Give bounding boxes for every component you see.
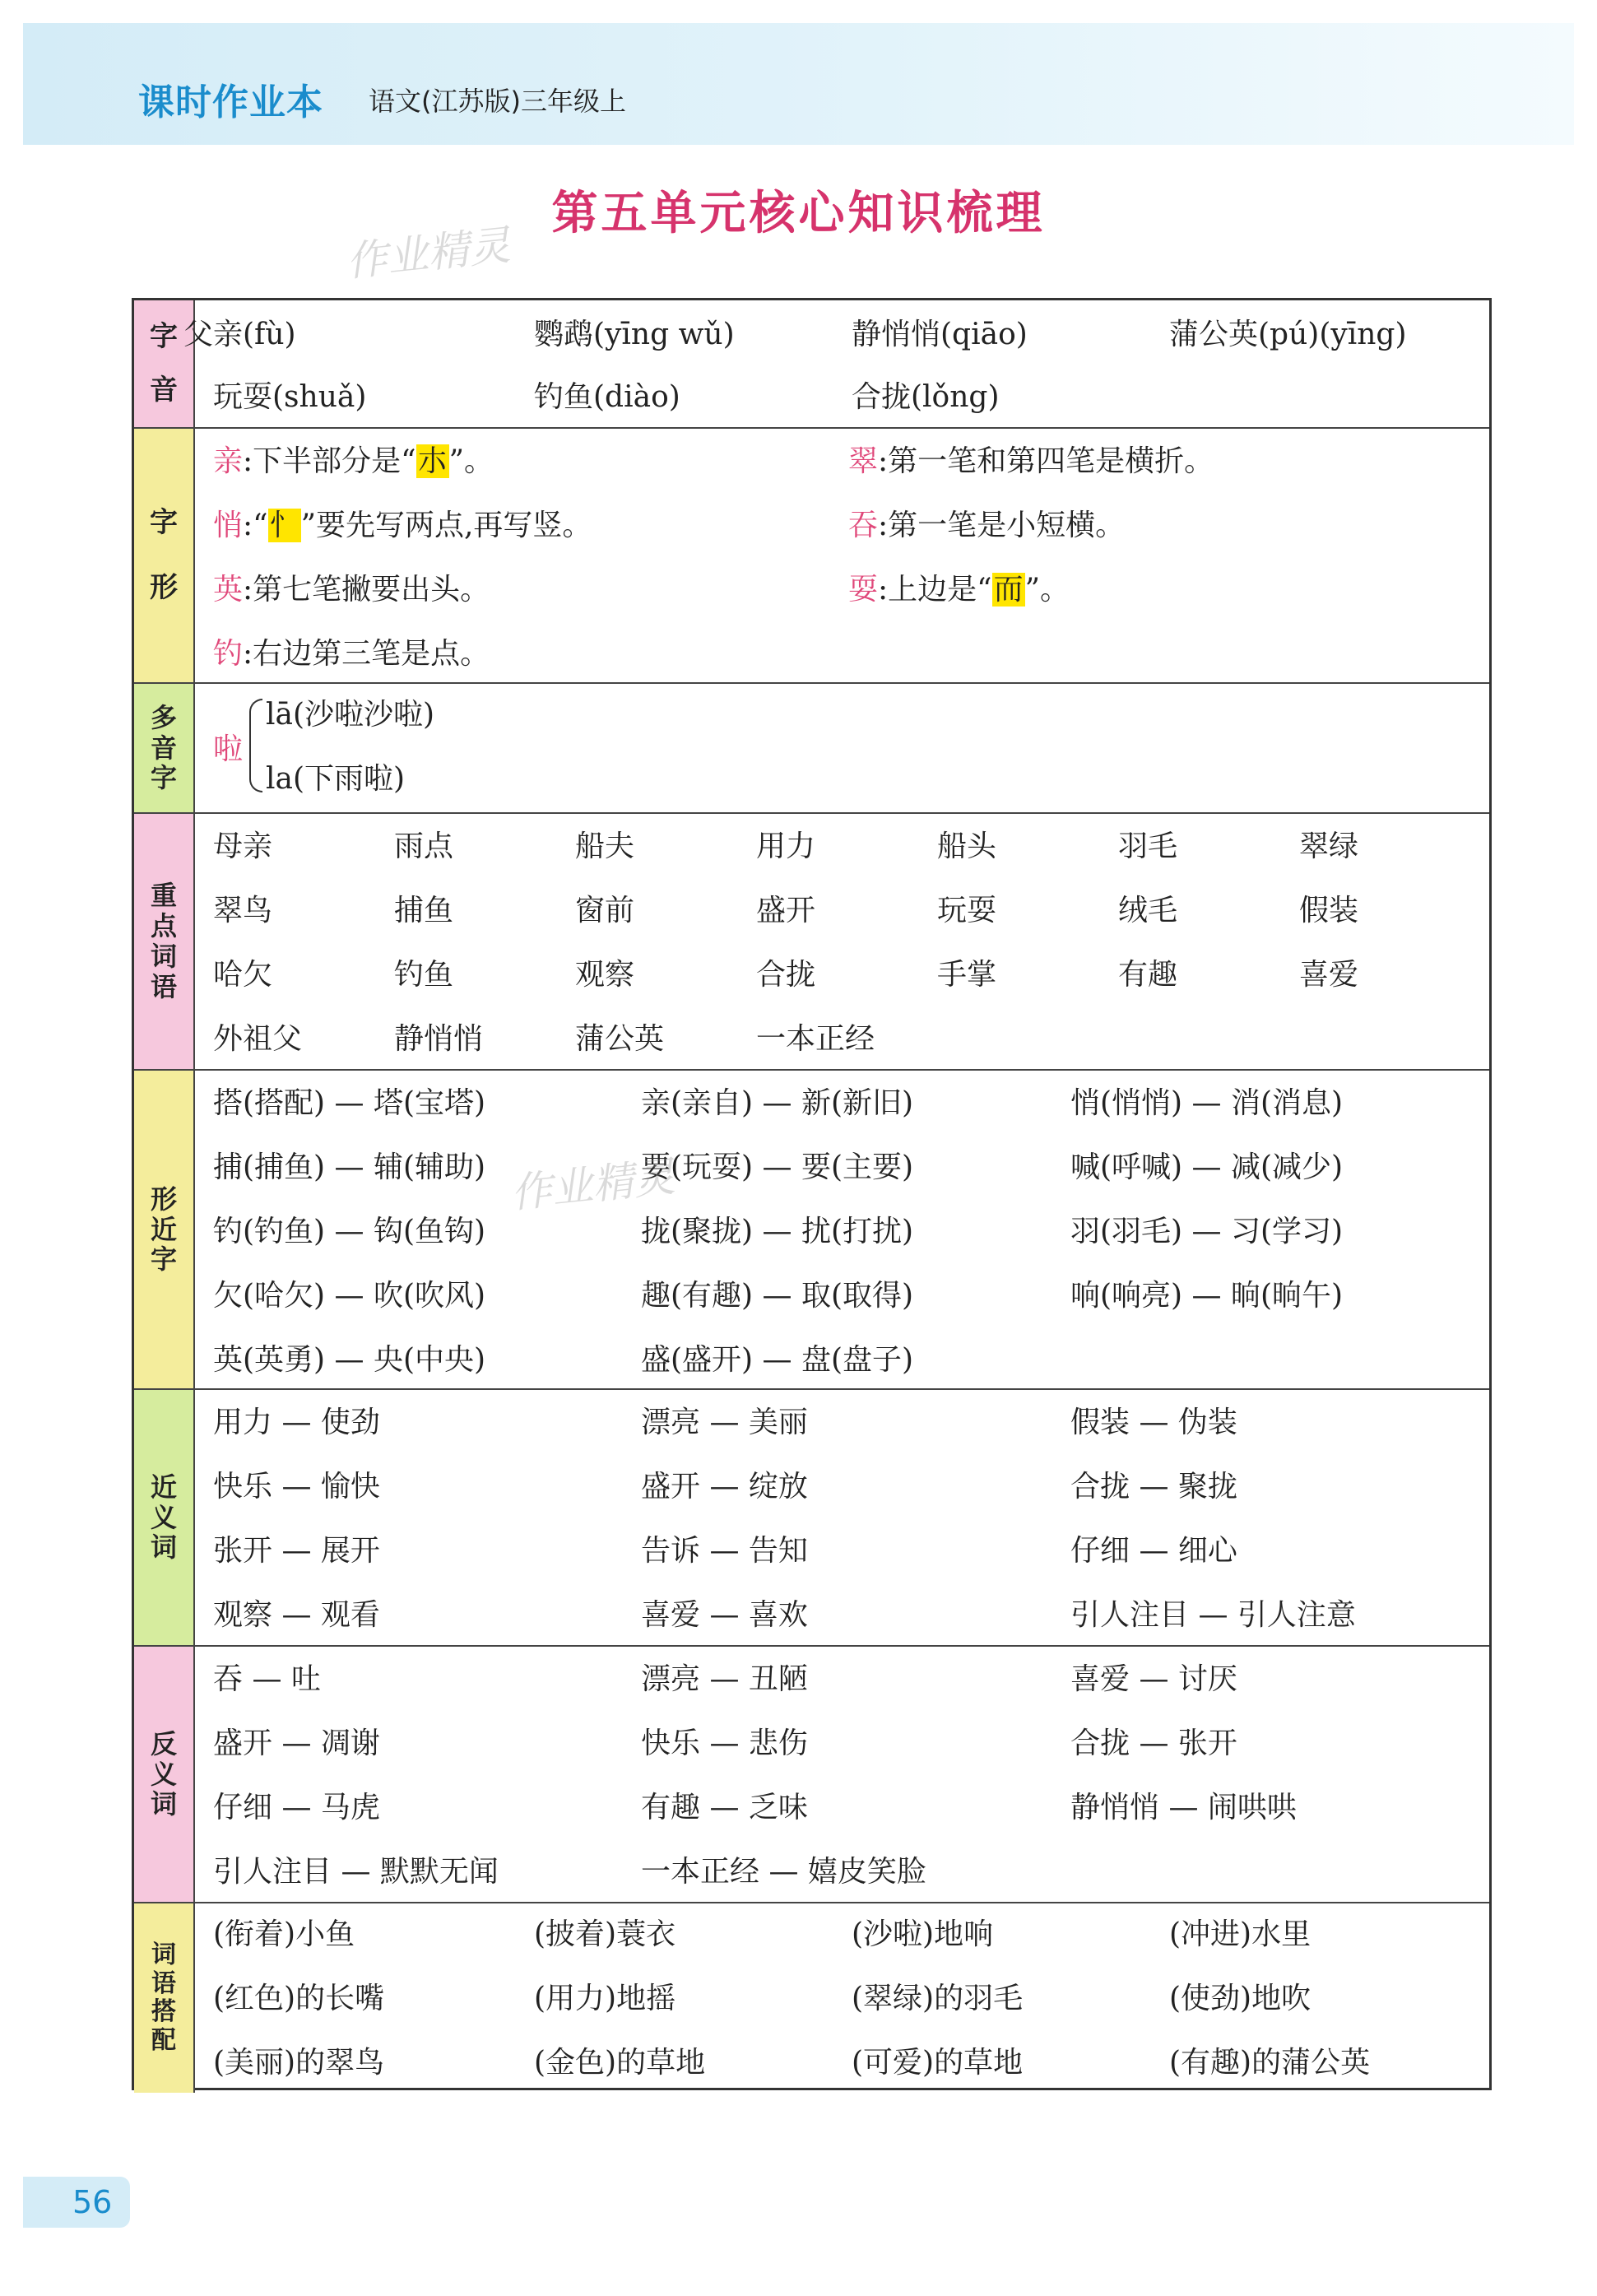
synonym-pair: 用力 — 使劲 <box>213 1406 380 1439</box>
section-zixing <box>134 429 1489 684</box>
antonym-pair: 一本正经 — 嬉皮笑脸 <box>641 1855 926 1889</box>
key-word: 用力 <box>756 830 816 863</box>
pinyin-item: 鹦鹉(yīng wǔ) <box>534 318 735 351</box>
zixing-item: 翠:第一笔和第四笔是横折。 <box>848 444 1214 478</box>
collocation: (沙啦)地响 <box>852 1917 994 1951</box>
section-ziyin <box>134 300 1489 429</box>
page-number: 56 <box>23 2177 130 2228</box>
zixing-item: 英:第七笔撇要出头。 <box>213 573 490 607</box>
pinyin-item: 钓鱼(diào) <box>534 380 680 414</box>
similar-char-pair: 要(玩耍) — 要(主要) <box>641 1150 914 1184</box>
zixing-item: 吞:第一笔是小短横。 <box>848 509 1126 542</box>
polyphone-char: 啦 <box>213 732 244 766</box>
similar-char-pair: 拢(聚拢) — 扰(打扰) <box>641 1215 914 1248</box>
pinyin-item: 静悄悄(qiāo) <box>852 318 1028 351</box>
similar-char-pair: 响(响亮) — 晌(晌午) <box>1070 1279 1344 1313</box>
key-word: 静悄悄 <box>394 1022 484 1056</box>
similar-char-pair: 趣(有趣) — 取(取得) <box>641 1279 914 1313</box>
key-word: 母亲 <box>213 830 273 863</box>
page-title: 第五单元核心知识梳理 <box>551 187 1046 240</box>
synonym-pair: 漂亮 — 美丽 <box>641 1406 808 1439</box>
knowledge-table <box>132 298 1492 2090</box>
antonym-pair: 吞 — 吐 <box>213 1662 321 1696</box>
similar-char-pair: 英(英勇) — 央(中央) <box>213 1343 486 1377</box>
zixing-item: 亲:下半部分是“朩”。 <box>213 444 494 478</box>
pinyin-item: 蒲公英(pú)(yīng) <box>1169 318 1407 351</box>
subject-title: 语文(江苏版)三年级上 <box>369 86 626 117</box>
section-fanyi <box>134 1647 1489 1903</box>
section-label: 形 近 字 <box>134 1071 195 1388</box>
key-word: 玩耍 <box>937 894 997 927</box>
zixing-item: 耍:上边是“而”。 <box>848 573 1070 607</box>
synonym-pair: 合拢 — 聚拢 <box>1070 1470 1237 1504</box>
polyphone-reading: lā(沙啦沙啦) <box>266 698 435 732</box>
similar-char-pair: 盛(盛开) — 盘(盘子) <box>641 1343 914 1377</box>
antonym-pair: 快乐 — 悲伤 <box>641 1727 808 1760</box>
section-label: 词 语 搭 配 <box>134 1903 195 2093</box>
key-word: 一本正经 <box>756 1022 875 1056</box>
section-label: 字 音 <box>134 300 195 427</box>
key-word: 船头 <box>937 830 997 863</box>
polyphone-reading: la(下雨啦) <box>266 762 406 796</box>
key-word: 合拢 <box>756 958 816 992</box>
key-word: 绒毛 <box>1118 894 1178 927</box>
synonym-pair: 盛开 — 绽放 <box>641 1470 808 1504</box>
similar-char-pair: 喊(呼喊) — 减(减少) <box>1070 1150 1344 1184</box>
section-label: 重 点 词 语 <box>134 814 195 1069</box>
synonym-pair: 快乐 — 愉快 <box>213 1470 380 1504</box>
antonym-pair: 引人注目 — 默默无闻 <box>213 1855 499 1889</box>
synonym-pair: 仔细 — 细心 <box>1070 1534 1237 1568</box>
synonym-pair: 假装 — 伪装 <box>1070 1406 1237 1439</box>
key-word: 翠鸟 <box>213 894 273 927</box>
synonym-pair: 告诉 — 告知 <box>641 1534 808 1568</box>
section-zhongdian <box>134 814 1489 1071</box>
antonym-pair: 漂亮 — 丑陋 <box>641 1662 808 1696</box>
section-label: 字 形 <box>134 429 195 682</box>
key-word: 喜爱 <box>1299 958 1359 992</box>
key-word: 有趣 <box>1118 958 1178 992</box>
key-word: 外祖父 <box>213 1022 303 1056</box>
similar-char-pair: 羽(羽毛) — 习(学习) <box>1070 1215 1344 1248</box>
key-word: 手掌 <box>937 958 997 992</box>
synonym-pair: 张开 — 展开 <box>213 1534 380 1568</box>
antonym-pair: 盛开 — 凋谢 <box>213 1727 380 1760</box>
similar-char-pair: 钓(钓鱼) — 钩(鱼钩) <box>213 1215 486 1248</box>
key-word: 盛开 <box>756 894 816 927</box>
key-word: 捕鱼 <box>394 894 454 927</box>
key-word: 钓鱼 <box>394 958 454 992</box>
similar-char-pair: 搭(搭配) — 塔(宝塔) <box>213 1086 486 1120</box>
collocation: (使劲)地吹 <box>1169 1982 1311 2015</box>
pinyin-item: 父亲(fù) <box>183 318 296 351</box>
key-word: 蒲公英 <box>575 1022 665 1056</box>
antonym-pair: 有趣 — 乏味 <box>641 1791 808 1824</box>
similar-char-pair: 欠(哈欠) — 吹(吹风) <box>213 1279 486 1313</box>
key-word: 假装 <box>1299 894 1359 927</box>
pinyin-item: 玩耍(shuǎ) <box>213 380 367 414</box>
section-duoyin <box>134 684 1489 814</box>
collocation: (可爱)的草地 <box>852 2046 1024 2080</box>
section-label: 多 音 字 <box>134 684 195 812</box>
section-jinyi <box>134 1390 1489 1647</box>
zixing-item: 悄:“忄”要先写两点,再写竖。 <box>213 509 592 542</box>
antonym-pair: 喜爱 — 讨厌 <box>1070 1662 1237 1696</box>
similar-char-pair: 捕(捕鱼) — 辅(辅助) <box>213 1150 486 1184</box>
similar-char-pair: 悄(悄悄) — 消(消息) <box>1070 1086 1344 1120</box>
pinyin-item: 合拢(lǒng) <box>852 380 1000 414</box>
key-word: 船夫 <box>575 830 635 863</box>
collocation: (翠绿)的羽毛 <box>852 1982 1024 2015</box>
watermark-top: 作业精灵 <box>343 221 513 286</box>
key-word: 羽毛 <box>1118 830 1178 863</box>
section-label: 反 义 词 <box>134 1647 195 1902</box>
section-xingjin <box>134 1071 1489 1390</box>
key-word: 雨点 <box>394 830 454 863</box>
collocation: (冲进)水里 <box>1169 1917 1311 1951</box>
section-label: 近 义 词 <box>134 1390 195 1645</box>
synonym-pair: 观察 — 观看 <box>213 1598 380 1632</box>
antonym-pair: 合拢 — 张开 <box>1070 1727 1237 1760</box>
key-word: 观察 <box>575 958 635 992</box>
brand-title: 课时作业本 <box>138 81 323 123</box>
key-word: 翠绿 <box>1299 830 1359 863</box>
synonym-pair: 引人注目 — 引人注意 <box>1070 1598 1356 1632</box>
collocation: (衔着)小鱼 <box>213 1917 355 1951</box>
antonym-pair: 静悄悄 — 闹哄哄 <box>1070 1791 1297 1824</box>
collocation: (披着)蓑衣 <box>534 1917 676 1951</box>
zixing-item: 钓:右边第三笔是点。 <box>213 637 490 671</box>
brace <box>249 699 262 792</box>
collocation: (有趣)的蒲公英 <box>1169 2046 1371 2080</box>
synonym-pair: 喜爱 — 喜欢 <box>641 1598 808 1632</box>
collocation: (金色)的草地 <box>534 2046 706 2080</box>
key-word: 窗前 <box>575 894 635 927</box>
antonym-pair: 仔细 — 马虎 <box>213 1791 380 1824</box>
collocation: (红色)的长嘴 <box>213 1982 385 2015</box>
key-word: 哈欠 <box>213 958 273 992</box>
section-dapei <box>134 1903 1489 2093</box>
watermark-middle: 作业精灵 <box>508 1152 677 1218</box>
collocation: (美丽)的翠鸟 <box>213 2046 385 2080</box>
similar-char-pair: 亲(亲自) — 新(新旧) <box>641 1086 914 1120</box>
collocation: (用力)地摇 <box>534 1982 676 2015</box>
